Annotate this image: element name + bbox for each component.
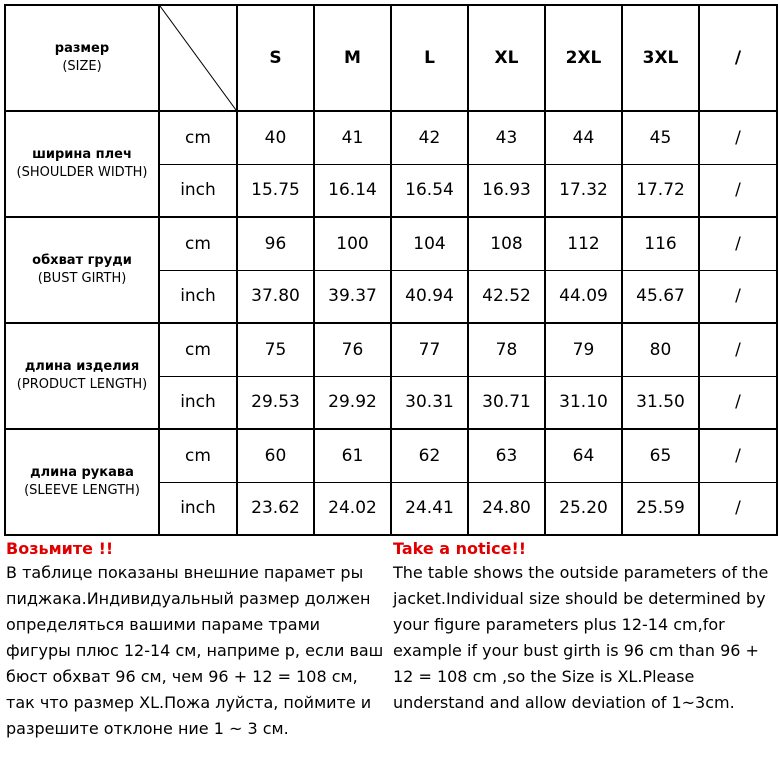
shoulder-width-unit-inch: inch — [159, 164, 237, 217]
shoulder-width-label-ru: ширина плеч — [32, 147, 132, 162]
sleeve-length-cm-l: 62 — [391, 429, 468, 482]
product-length-cm-m: 76 — [314, 323, 391, 376]
notice-title-ru: Возьмите !! — [6, 539, 114, 558]
notice-en — [393, 538, 773, 716]
sleeve-length-cm-2xl: 64 — [545, 429, 622, 482]
sleeve-length-inch-s: 23.62 — [237, 482, 314, 535]
shoulder-width-label-en: (SHOULDER WIDTH) — [16, 165, 148, 180]
shoulder-width-cm-row — [5, 111, 777, 164]
bust-girth-label-en: (BUST GIRTH) — [37, 271, 127, 286]
bust-girth-cm-row — [5, 217, 777, 270]
bust-girth-inch-l: 40.94 — [391, 270, 468, 323]
bust-girth-inch-2xl: 44.09 — [545, 270, 622, 323]
diagonal-cell — [159, 5, 237, 111]
product-length-label-cell — [5, 323, 159, 429]
shoulder-width-inch-xl: 16.93 — [468, 164, 545, 217]
sleeve-length-label-en: (SLEEVE LENGTH) — [24, 483, 140, 498]
notice-body-ru: В таблице показаны внешние парамет ры пиджака.Индивидуальный размер должен определяться вашими параме трами фигуры плюс 12-14 см, наприме р, если ваш бюст обхват 96 см, чем 96 + 12 = 108 см, так что размер XL.Пожа луйста, поймите и разрешите отклоне ние 1 ~ 3 см. — [6, 563, 384, 738]
bust-girth-inch-3xl: 45.67 — [622, 270, 699, 323]
sleeve-length-cm-s: 60 — [237, 429, 314, 482]
sleeve-length-inch-l: 24.41 — [391, 482, 468, 535]
shoulder-width-inch-3xl: 17.72 — [622, 164, 699, 217]
product-length-unit-inch: inch — [159, 376, 237, 429]
product-length-cm-3xl: 80 — [622, 323, 699, 376]
bust-girth-inch-s: 37.80 — [237, 270, 314, 323]
size-chart-table — [4, 4, 778, 536]
bust-girth-inch-xl: 42.52 — [468, 270, 545, 323]
sleeve-length-inch-slash: / — [699, 482, 777, 535]
product-length-cm-s: 75 — [237, 323, 314, 376]
sleeve-length-inch-2xl: 25.20 — [545, 482, 622, 535]
size-header-s: S — [237, 5, 314, 111]
bust-girth-cm-3xl: 116 — [622, 217, 699, 270]
product-length-cm-row — [5, 323, 777, 376]
size-header-xl: XL — [468, 5, 545, 111]
bust-girth-cm-slash: / — [699, 217, 777, 270]
sleeve-length-cm-slash: / — [699, 429, 777, 482]
shoulder-width-unit-cm: cm — [159, 111, 237, 164]
size-header-3xl: 3XL — [622, 5, 699, 111]
shoulder-width-inch-s: 15.75 — [237, 164, 314, 217]
bust-girth-unit-inch: inch — [159, 270, 237, 323]
bust-girth-unit-cm: cm — [159, 217, 237, 270]
shoulder-width-inch-slash: / — [699, 164, 777, 217]
shoulder-width-cm-xl: 43 — [468, 111, 545, 164]
sleeve-length-inch-xl: 24.80 — [468, 482, 545, 535]
shoulder-width-cm-l: 42 — [391, 111, 468, 164]
notice-ru — [6, 538, 386, 742]
product-length-inch-xl: 30.71 — [468, 376, 545, 429]
product-length-cm-slash: / — [699, 323, 777, 376]
size-header-m: M — [314, 5, 391, 111]
corner-label-cell — [5, 5, 159, 111]
bust-girth-cm-xl: 108 — [468, 217, 545, 270]
header-row — [5, 5, 777, 111]
product-length-label-en: (PRODUCT LENGTH) — [16, 377, 148, 392]
product-length-inch-s: 29.53 — [237, 376, 314, 429]
diagonal-line — [160, 6, 236, 110]
bust-girth-cm-2xl: 112 — [545, 217, 622, 270]
product-length-cm-l: 77 — [391, 323, 468, 376]
product-length-inch-slash: / — [699, 376, 777, 429]
shoulder-width-inch-m: 16.14 — [314, 164, 391, 217]
sleeve-length-cm-xl: 63 — [468, 429, 545, 482]
product-length-inch-3xl: 31.50 — [622, 376, 699, 429]
size-header-l: L — [391, 5, 468, 111]
sleeve-length-inch-3xl: 25.59 — [622, 482, 699, 535]
size-label-ru: размер — [54, 41, 110, 56]
size-label-en: (SIZE) — [62, 59, 102, 74]
bust-girth-label-cell — [5, 217, 159, 323]
size-header-slash: / — [699, 5, 777, 111]
bust-girth-inch-slash: / — [699, 270, 777, 323]
bust-girth-cm-m: 100 — [314, 217, 391, 270]
sleeve-length-cm-3xl: 65 — [622, 429, 699, 482]
sleeve-length-label-ru: длина рукава — [30, 465, 134, 480]
bust-girth-cm-l: 104 — [391, 217, 468, 270]
bust-girth-label-ru: обхват груди — [32, 253, 132, 268]
shoulder-width-label-cell — [5, 111, 159, 217]
product-length-inch-m: 29.92 — [314, 376, 391, 429]
shoulder-width-cm-m: 41 — [314, 111, 391, 164]
bust-girth-cm-s: 96 — [237, 217, 314, 270]
shoulder-width-cm-slash: / — [699, 111, 777, 164]
sleeve-length-cm-m: 61 — [314, 429, 391, 482]
sleeve-length-unit-inch: inch — [159, 482, 237, 535]
notice-title-en: Take a notice!! — [393, 539, 527, 558]
shoulder-width-cm-3xl: 45 — [622, 111, 699, 164]
shoulder-width-inch-l: 16.54 — [391, 164, 468, 217]
product-length-cm-2xl: 79 — [545, 323, 622, 376]
sleeve-length-inch-m: 24.02 — [314, 482, 391, 535]
shoulder-width-inch-2xl: 17.32 — [545, 164, 622, 217]
product-length-cm-xl: 78 — [468, 323, 545, 376]
notice-body-en: The table shows the outside parameters of the jacket.Individual size should be determined by your figure parameters plus 12-14 cm,for example if your bust girth is 96 cm than 96 + 12 = 108 cm ,so the Size is XL.Please understand and allow deviation of 1~3cm. — [393, 563, 769, 712]
product-length-inch-2xl: 31.10 — [545, 376, 622, 429]
product-length-unit-cm: cm — [159, 323, 237, 376]
shoulder-width-cm-s: 40 — [237, 111, 314, 164]
product-length-label-ru: длина изделия — [24, 359, 140, 374]
bust-girth-inch-m: 39.37 — [314, 270, 391, 323]
sleeve-length-cm-row — [5, 429, 777, 482]
product-length-inch-l: 30.31 — [391, 376, 468, 429]
sleeve-length-unit-cm: cm — [159, 429, 237, 482]
size-header-2xl: 2XL — [545, 5, 622, 111]
sleeve-length-label-cell — [5, 429, 159, 535]
shoulder-width-cm-2xl: 44 — [545, 111, 622, 164]
